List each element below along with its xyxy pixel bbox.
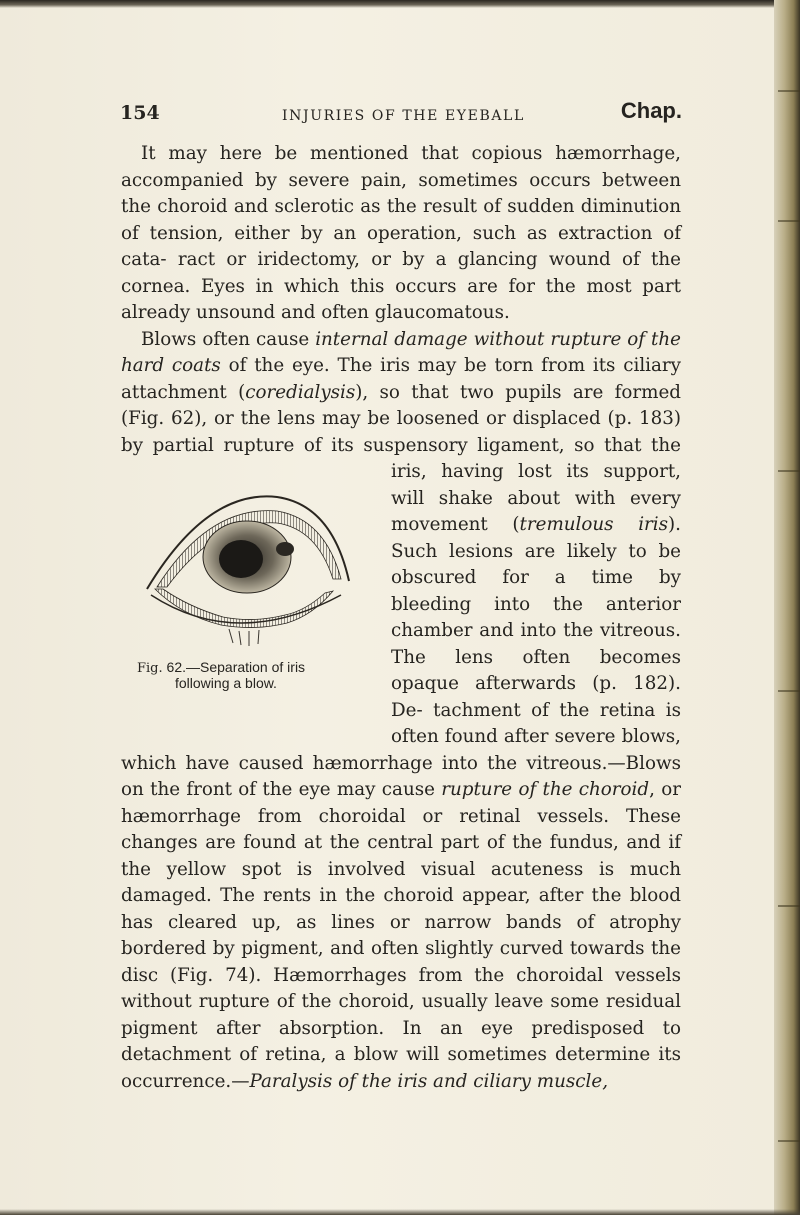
scan-bottom-shadow — [0, 1209, 800, 1215]
emphasis-paralysis: Paralysis of the iris and ciliary muscle, — [249, 1070, 609, 1092]
page-number: 154 — [120, 102, 160, 124]
paragraph-2: Fig. 62.—Separation of iris following a blow. Blows often cause internal damage without rupture of the hard coats of the eye. The iris may be torn from its ciliary attachment (coredialysis), so that two pupils are formed (Fig. 62), or the lens may be loosened or displaced (p. 183) by partial rupture of its suspensory ligament, so that the iris, having lost its support, will shake about with every movement (tremulous iris). Such lesions are likely to be obscured for a time by bleeding into the anterior chamber and into the vitreous. The lens often becomes opaque afterwards (p. 182). De- tachment of the retina is often found after severe blows, which have caused hæmorrhage into the vitreous.—Blows on the front of the eye may cause rupture of the choroid, or hæmorrhage from choroidal or retinal vessels. These changes are found at the central part of the fundus, and if the yellow spot is involved visual acuteness is much damaged. The rents in the choroid appear, after the blood has cleared up, as lines or narrow bands of atrophy bordered by pigment, and often slightly curved towards the disc (Fig. 74). Hæmorrhages from the choroidal vessels without rupture of the choroid, usually leave some residual pigment after absorption. In an eye predisposed to detachment of retina, a blow will sometimes determine its occurrence.—Paralysis of the iris and ciliary muscle, — [121, 327, 681, 1096]
eye-illustration — [137, 491, 357, 651]
scan-top-shadow — [0, 0, 800, 8]
emphasis-rupture-choroid: rupture of the choroid — [441, 779, 650, 800]
paragraph-1: It may here be mentioned that copious hæmorrhage, accompanied by severe pain, sometimes occurs between the choroid and sclerotic as the result of sudden diminution of tension, either by an operation, such as extraction of cata- ract or iridectomy, or by a glancing wound of the cornea. Eyes in which this occurs are for the most part already unsound and often glaucomatous. — [121, 143, 681, 323]
separated-pupil — [276, 542, 294, 556]
pupil — [219, 540, 263, 578]
book-edge — [774, 0, 800, 1215]
caption-line-1: 62.—Separation of iris — [166, 658, 306, 675]
lower-lash-band — [155, 589, 333, 628]
figure-caption — [117, 660, 379, 691]
figure-62 — [117, 327, 379, 739]
body-text — [121, 141, 681, 1095]
chapter-label: Chap. — [620, 98, 682, 123]
emphasis-tremulous-iris: tremulous iris — [519, 514, 669, 535]
figure-label: Fig. — [137, 660, 163, 676]
page-header — [120, 98, 680, 138]
caption-line-2: following a blow. — [175, 674, 277, 691]
running-head: INJURIES OF THE EYEBALL — [282, 108, 525, 124]
emphasis-internal-damage: internal damage without rupture of the hard coats — [121, 328, 681, 376]
emphasis-coredialysis: coredialysis — [245, 381, 356, 403]
